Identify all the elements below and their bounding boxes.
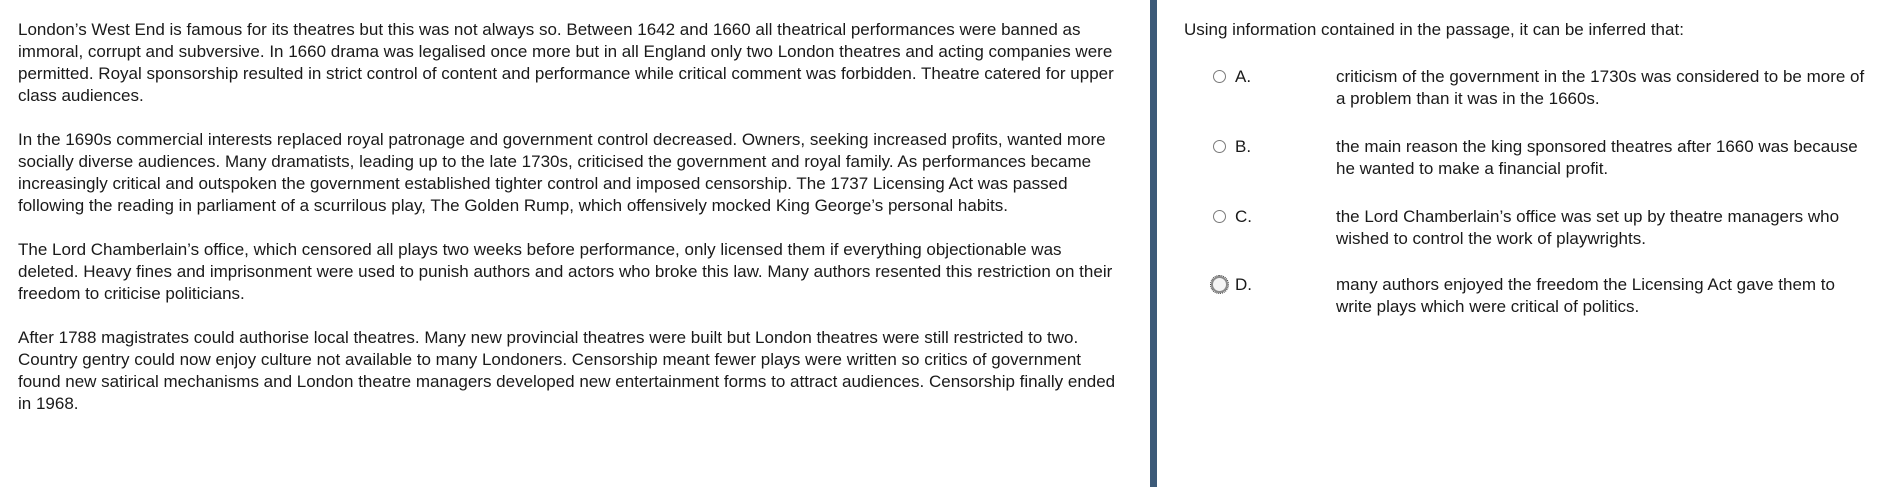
option-b[interactable] bbox=[1213, 136, 1863, 182]
option-text: the Lord Chamberlain’s office was set up by theatre managers who wished to control the work of playwrights. bbox=[1336, 207, 1840, 248]
passage-paragraph: After 1788 magistrates could authorise local theatres. Many new provincial theatres were built but London theatres were still restricted to two. Country gentry could now enjoy culture not available to many Londoners. Censorship meant fewer plays were written so critics of government found new satirical mechanisms and London theatre managers developed new entertainment forms to attract audiences. Censorship finally ended in 1968. bbox=[18, 328, 1116, 413]
radio-button-a[interactable] bbox=[1213, 70, 1226, 83]
option-d[interactable] bbox=[1213, 274, 1863, 320]
option-letter: A. bbox=[1235, 67, 1252, 86]
option-letter: C. bbox=[1235, 207, 1252, 226]
reading-passage bbox=[18, 19, 1123, 437]
passage-paragraph: The Lord Chamberlain’s office, which censored all plays two weeks before performance, only licensed them if everything objectionable was deleted. Heavy fines and imprisonment were used to punish authors and actors who broke this law. Many authors resented this restriction on their freedom to criticise politicians. bbox=[18, 240, 1113, 303]
option-text: the main reason the king sponsored theatres after 1660 was because he wanted to make a financial profit. bbox=[1336, 137, 1858, 178]
radio-button-d[interactable] bbox=[1211, 276, 1228, 293]
radio-button-c[interactable] bbox=[1213, 210, 1226, 223]
option-a[interactable] bbox=[1213, 66, 1863, 112]
question-pane bbox=[1157, 0, 1899, 487]
option-c[interactable] bbox=[1213, 206, 1863, 252]
option-letter: B. bbox=[1235, 137, 1252, 156]
option-letter: D. bbox=[1235, 275, 1252, 294]
passage-paragraph: London’s West End is famous for its theatres but this was not always so. Between 1642 and 1660 all theatrical performances were banned as immoral, corrupt and subversive. In 1660 drama was legalised once more but in all England only two London theatres and acting companies were permitted. Royal sponsorship resulted in strict control of content and performance while critical comment was forbidden. Theatre catered for upper class audiences. bbox=[18, 20, 1114, 105]
pane-divider[interactable] bbox=[1150, 0, 1157, 487]
passage-paragraph: In the 1690s commercial interests replaced royal patronage and government control decreased. Owners, seeking increased profits, wanted more socially diverse audiences. Many dramatists, leading up to the late 1730s, criticised the government and royal family. As performances became increasingly critical and outspoken the government established tighter control and imposed censorship. The 1737 Licensing Act was passed following the reading in parliament of a scurrilous play, The Golden Rump, which offensively mocked King George’s personal habits. bbox=[18, 130, 1106, 215]
option-text: many authors enjoyed the freedom the Licensing Act gave them to write plays which were critical of politics. bbox=[1336, 275, 1835, 316]
option-text: criticism of the government in the 1730s was considered to be more of a problem than it was in the 1660s. bbox=[1336, 67, 1865, 108]
radio-button-b[interactable] bbox=[1213, 140, 1226, 153]
question-stem: Using information contained in the passage, it can be inferred that: bbox=[1184, 20, 1684, 39]
